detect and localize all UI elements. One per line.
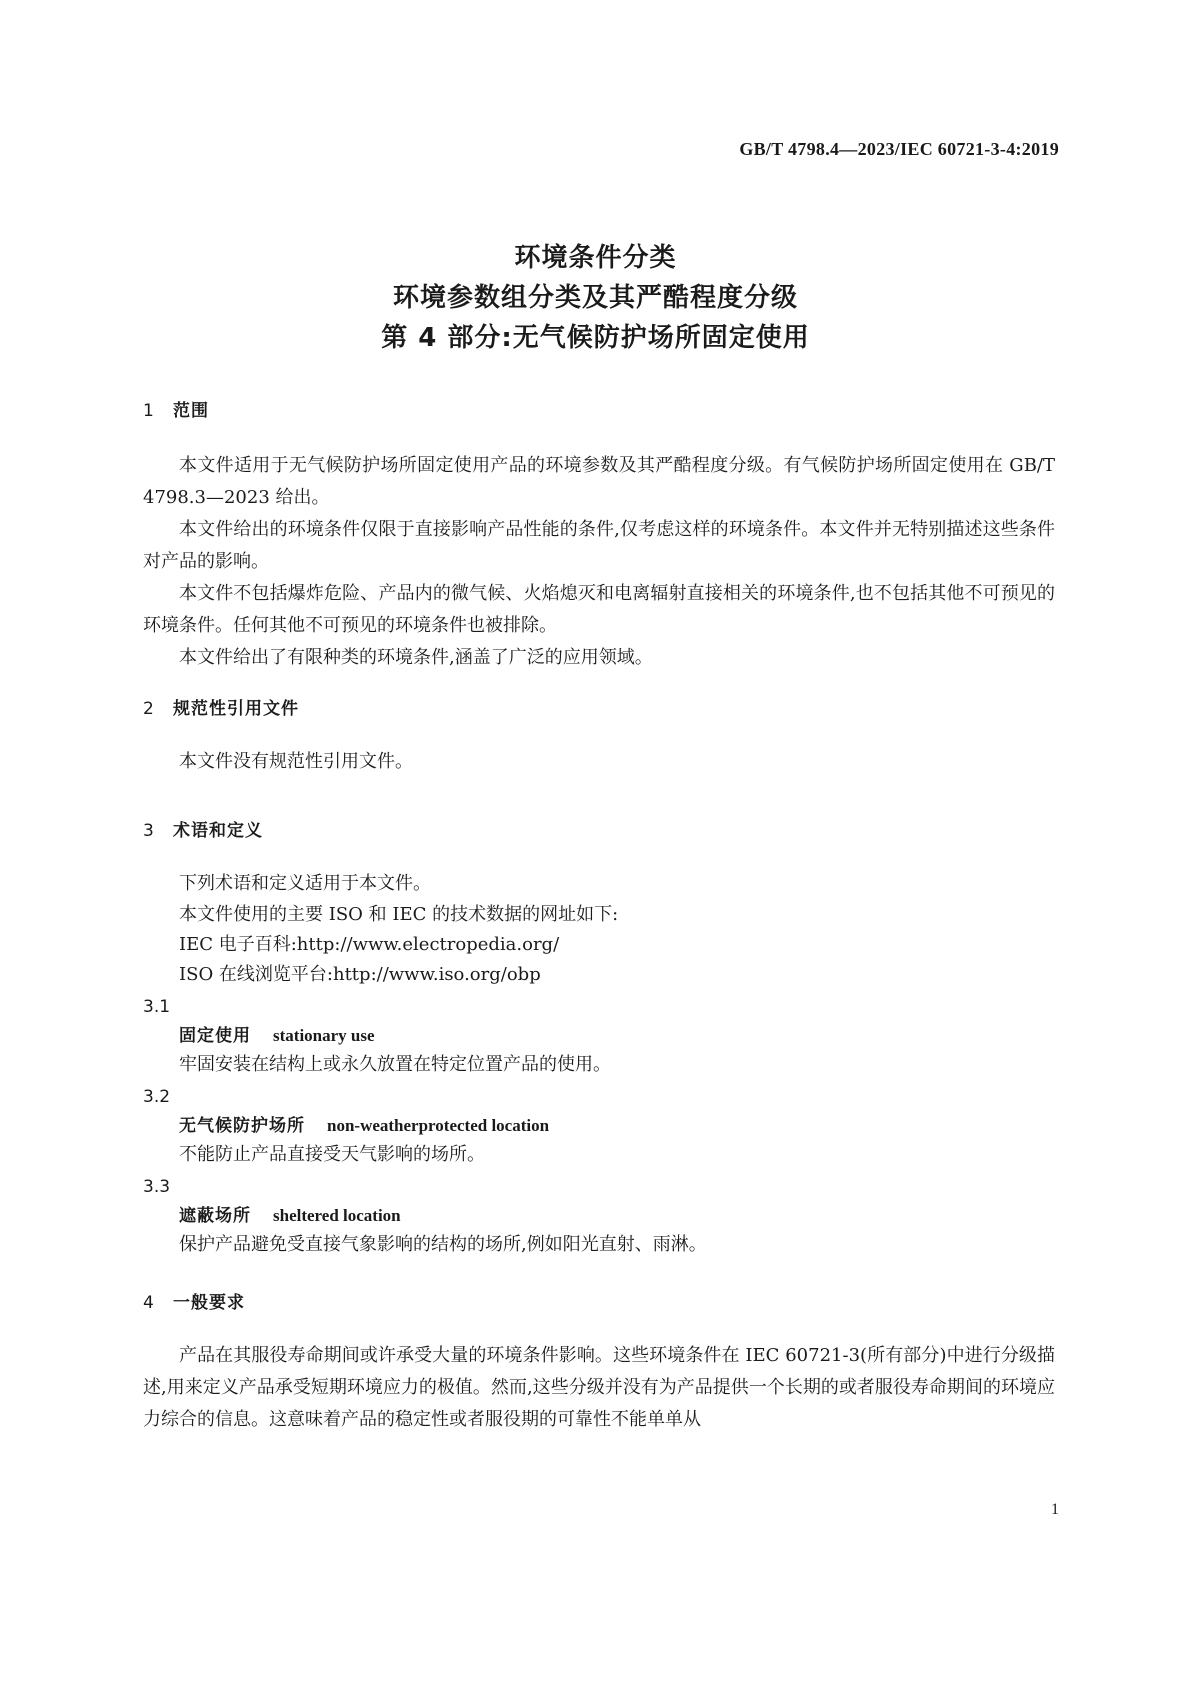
section-1-heading [143,396,209,421]
section-3-line-2: 本文件使用的主要 ISO 和 IEC 的技术数据的网址如下: [179,904,619,925]
section-3-url-iso: ISO 在线浏览平台:http://www.iso.org/obp [179,964,541,985]
term-number: 3.1 [143,997,171,1017]
term-entry [179,1112,549,1140]
section-1-paragraph-2: 本文件给出的环境条件仅限于直接影响产品性能的条件,仅考虑这样的环境条件。本文件并无特别描述这些条件对产品的影响。 [143,519,1055,572]
term-number: 3.3 [143,1177,171,1197]
term-definition: 保护产品避免受直接气象影响的结构的场所,例如阳光直射、雨淋。 [179,1234,707,1255]
standard-number: GB/T 4798.4—2023/IEC 60721-3-4:2019 [739,139,1059,159]
document-title [0,238,1191,358]
term-english: sheltered location [273,1206,401,1225]
term-english: non-weatherprotected location [327,1116,550,1135]
section-title: 范围 [173,401,209,421]
term-english: stationary use [273,1026,375,1045]
section-4-heading [143,1288,245,1313]
section-2-paragraph-1: 本文件没有规范性引用文件。 [179,751,413,772]
section-3-line-1: 下列术语和定义适用于本文件。 [179,873,431,894]
section-1-paragraph-1: 本文件适用于无气候防护场所固定使用产品的环境参数及其严酷程度分级。有气候防护场所固定使用在 GB/T 4798.3—2023 给出。 [143,455,1055,508]
page-number: 1 [1051,1501,1059,1518]
term-entry [179,1202,401,1230]
section-title: 术语和定义 [173,821,263,841]
term-definition: 牢固安装在结构上或永久放置在特定位置产品的使用。 [179,1054,611,1075]
section-number: 4 [143,1293,155,1313]
title-line-3: 第 4 部分:无气候防护场所固定使用 [381,323,810,353]
term-number: 3.2 [143,1087,171,1107]
section-number: 1 [143,401,155,421]
section-number: 3 [143,821,155,841]
title-line-1: 环境条件分类 [514,243,677,273]
term-chinese: 遮蔽场所 [179,1206,251,1226]
section-3-heading [143,816,263,841]
term-chinese: 固定使用 [179,1026,251,1046]
section-title: 规范性引用文件 [173,699,299,719]
term-entry [179,1022,375,1050]
section-number: 2 [143,699,155,719]
section-1-paragraph-3: 本文件不包括爆炸危险、产品内的微气候、火焰熄灭和电离辐射直接相关的环境条件,也不包括其他不可预见的环境条件。任何其他不可预见的环境条件也被排除。 [143,583,1055,636]
section-4-paragraph-1: 产品在其服役寿命期间或许承受大量的环境条件影响。这些环境条件在 IEC 60721-3(所有部分)中进行分级描述,用来定义产品承受短期环境应力的极值。然而,这些分级并没有为产品提供一个长期的或者服役寿命期间的环境应力综合的信息。这意味着产品的稳定性或者服役期的可靠性不能单单从 [143,1345,1055,1430]
section-3-url-iec: IEC 电子百科:http://www.electropedia.org/ [179,934,560,955]
section-2-heading [143,694,299,719]
section-title: 一般要求 [173,1293,245,1313]
section-1-paragraph-4: 本文件给出了有限种类的环境条件,涵盖了广泛的应用领域。 [179,647,653,668]
term-definition: 不能防止产品直接受天气影响的场所。 [179,1144,485,1165]
term-chinese: 无气候防护场所 [179,1116,305,1136]
title-line-2: 环境参数组分类及其严酷程度分级 [392,283,798,313]
